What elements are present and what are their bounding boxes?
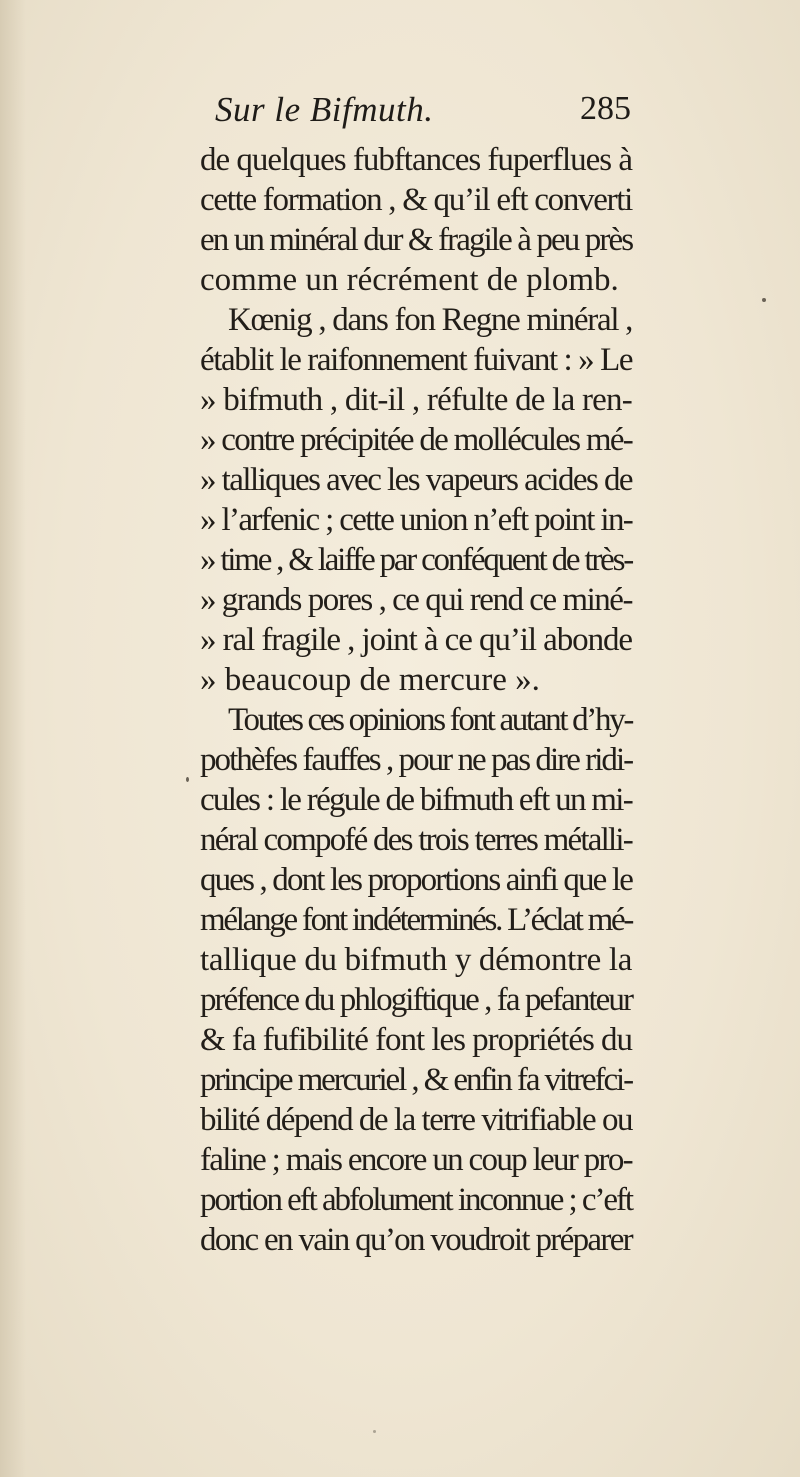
- text-line: cules : le régule de bifmuth eft un mi-: [200, 782, 632, 818]
- text-line: Kœnig , dans fon Regne minéral ,: [228, 302, 633, 338]
- text-line: » ral fragile , joint à ce qu’il abonde: [200, 622, 633, 658]
- paper-speck: [373, 1430, 376, 1433]
- text-line: mélange font indéterminés. L’éclat mé-: [200, 902, 633, 938]
- text-line: faline ; mais encore un coup leur pro-: [200, 1142, 632, 1178]
- page-gutter-shadow: [0, 0, 26, 1477]
- text-line: » time , & laiffe par conféquent de très-: [200, 542, 632, 578]
- text-line: » grands pores , ce qui rend ce miné-: [200, 582, 632, 618]
- text-line: » l’arfenic ; cette union n’eft point in-: [200, 502, 633, 538]
- text-line: » contre précipitée de mollécules mé-: [200, 422, 633, 458]
- page-header: [215, 90, 631, 140]
- running-title: Sur le Bifmuth.: [215, 90, 434, 129]
- text-line: comme un récrément de plomb.: [200, 262, 619, 298]
- paper-speck: [186, 777, 189, 782]
- paper-speck: [762, 298, 766, 302]
- text-line: bilité dépend de la terre vitrifiable ou: [200, 1102, 632, 1138]
- body-text: [200, 140, 632, 1260]
- text-line: » beaucoup de mercure ».: [200, 662, 540, 698]
- text-line: donc en vain qu’on voudroit préparer: [200, 1222, 632, 1258]
- page-number: 285: [580, 90, 631, 127]
- text-line: & fa fufibilité font les propriétés du: [200, 1022, 632, 1058]
- text-line: néral compofé des trois terres métalli-: [200, 822, 632, 858]
- text-line: » bifmuth , dit-il , réfulte de la ren-: [200, 382, 632, 418]
- text-line: ques , dont les proportions ainfi que le: [200, 862, 632, 898]
- text-line: pothèfes fauffes , pour ne pas dire ridi-: [200, 742, 633, 778]
- text-line: portion eft abfolument inconnue ; c’eft: [200, 1182, 632, 1218]
- text-line: cette formation , & qu’il eft converti: [200, 182, 633, 218]
- text-line: en un minéral dur & fragile à peu près: [200, 222, 633, 258]
- text-line: » talliques avec les vapeurs acides de: [200, 462, 632, 498]
- text-line: établit le raifonnement fuivant : » Le: [200, 342, 633, 378]
- text-line: Toutes ces opinions font autant d’hy-: [228, 702, 633, 738]
- text-line: préfence du phlogiftique , fa pefanteur: [200, 982, 632, 1018]
- text-line: principe mercuriel , & enfin fa vitrefci-: [200, 1062, 632, 1098]
- text-line: de quelques fubftances fuperflues à: [200, 142, 632, 178]
- text-line: tallique du bifmuth y démontre la: [200, 942, 633, 978]
